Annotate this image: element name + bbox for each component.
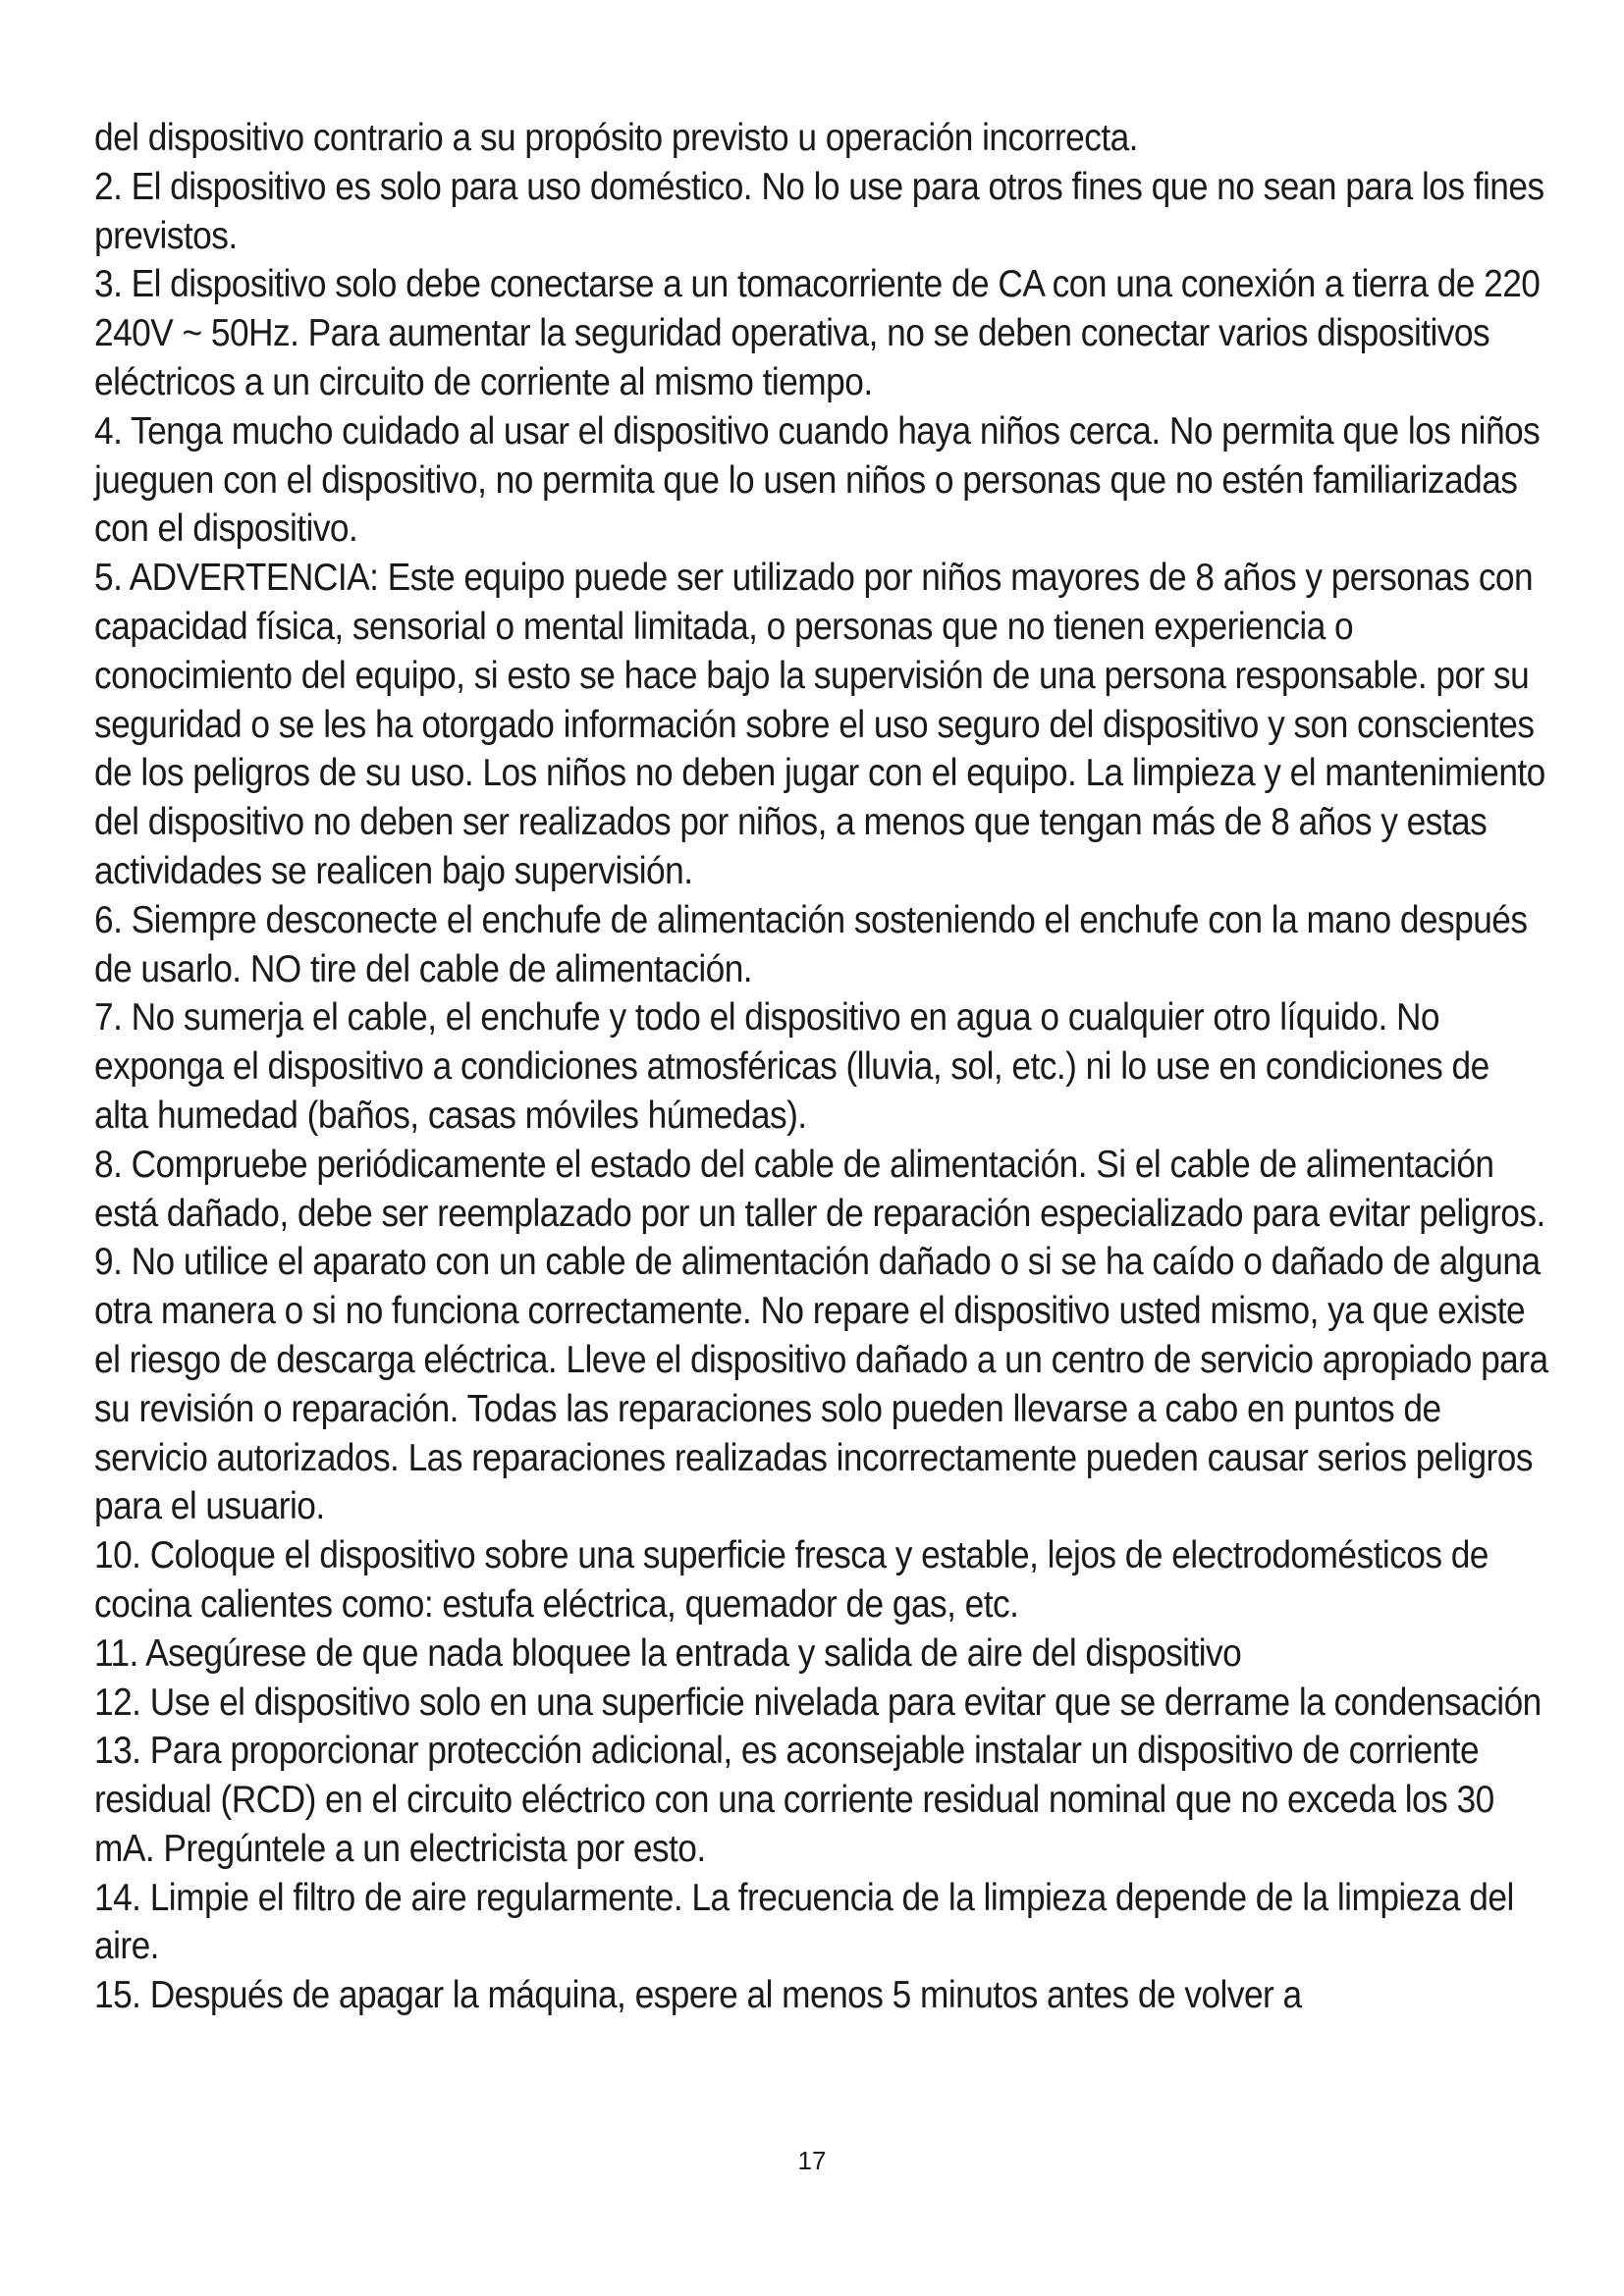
list-item-4: 4. Tenga mucho cuidado al usar el dispositivo cuando haya niños cerca. No permita que los niños jueguen con el dispositivo, no permita que lo usen niños o personas que no estén familiarizadas con el dispositivo. <box>94 409 1541 551</box>
list-item-12: 12. Use el dispositivo solo en una superficie nivelada para evitar que se derrame la condensación <box>94 1681 1542 1724</box>
list-item-9: 9. No utilice el aparato con un cable de alimentación dañado o si se ha caído o dañado de alguna otra manera o si no funciona correctamente. No repare el dispositivo usted mismo, ya que existe el riesgo de descarga eléctrica. Lleve el dispositivo dañado a un centro de servicio apropiado para su revisión o reparación. Todas las reparaciones solo pueden llevarse a cabo en puntos de servicio autorizados. Las reparaciones realizadas incorrectamente pueden causar serios peligros para el usuario. <box>94 1241 1548 1528</box>
list-item-11: 11. Asegúrese de que nada bloquee la entrada y salida de aire del dispositivo <box>94 1631 1242 1675</box>
page-number: 17 <box>797 2146 827 2175</box>
list-item-2: 2. El dispositivo es solo para uso doméstico. No lo use para otros fines que no sean para los fines previstos. <box>94 165 1544 257</box>
paragraph-continuation: del dispositivo contrario a su propósito previsto u operación incorrecta. <box>94 117 1138 159</box>
list-item-10: 10. Coloque el dispositivo sobre una superficie fresca y estable, lejos de electrodomésticos de cocina calientes como: estufa eléctrica, quemador de gas, etc. <box>94 1534 1489 1626</box>
list-item-6: 6. Siempre desconecte el enchufe de alimentación sosteniendo el enchufe con la mano después de usarlo. NO tire del cable de alimentación. <box>94 898 1528 990</box>
list-item-13: 13. Para proporcionar protección adicional, es aconsejable instalar un dispositivo de corriente residual (RCD) en el circuito eléctrico con una corriente residual nominal que no exceda los 30 mA. Pregúntele a un electricista por esto. <box>94 1730 1494 1870</box>
list-item-5: 5. ADVERTENCIA: Este equipo puede ser utilizado por niños mayores de 8 años y personas con capacidad física, sensorial o mental limitada, o personas que no tienen experiencia o conocimiento del equipo, si esto se hace bajo la supervisión de una persona responsable. por su seguridad o se les ha otorgado información sobre el uso seguro del dispositivo y son conscientes de los peligros de su uso. Los niños no deben jugar con el equipo. La limpieza y el mantenimiento del dispositivo no deben ser realizados por niños, a menos que tengan más de 8 años y estas actividades se realicen bajo supervisión. <box>94 557 1545 892</box>
list-item-15: 15. Después de apagar la máquina, espere al menos 5 minutos antes de volver a <box>94 1974 1302 2017</box>
list-item-14: 14. Limpie el filtro de aire regularmente. La frecuencia de la limpieza depende de la limpieza del aire. <box>94 1876 1514 1968</box>
list-item-8: 8. Compruebe periódicamente el estado del cable de alimentación. Si el cable de alimentación está dañado, debe ser reemplazado por un taller de reparación especializado para evitar peligros. <box>94 1143 1545 1235</box>
list-item-3: 3. El dispositivo solo debe conectarse a un tomacorriente de CA con una conexión a tierra de 220 240V ~ 50Hz. Para aumentar la seguridad operativa, no se deben conectar varios dispositivos eléctricos a un circuito de corriente al mismo tiempo. <box>94 263 1541 403</box>
list-item-7: 7. No sumerja el cable, el enchufe y todo el dispositivo en agua o cualquier otro líquido. No exponga el dispositivo a condiciones atmosféricas (lluvia, sol, etc.) ni lo use en condiciones de alta humedad (baños, casas móviles húmedas). <box>94 996 1489 1137</box>
body-text <box>94 114 1548 2020</box>
